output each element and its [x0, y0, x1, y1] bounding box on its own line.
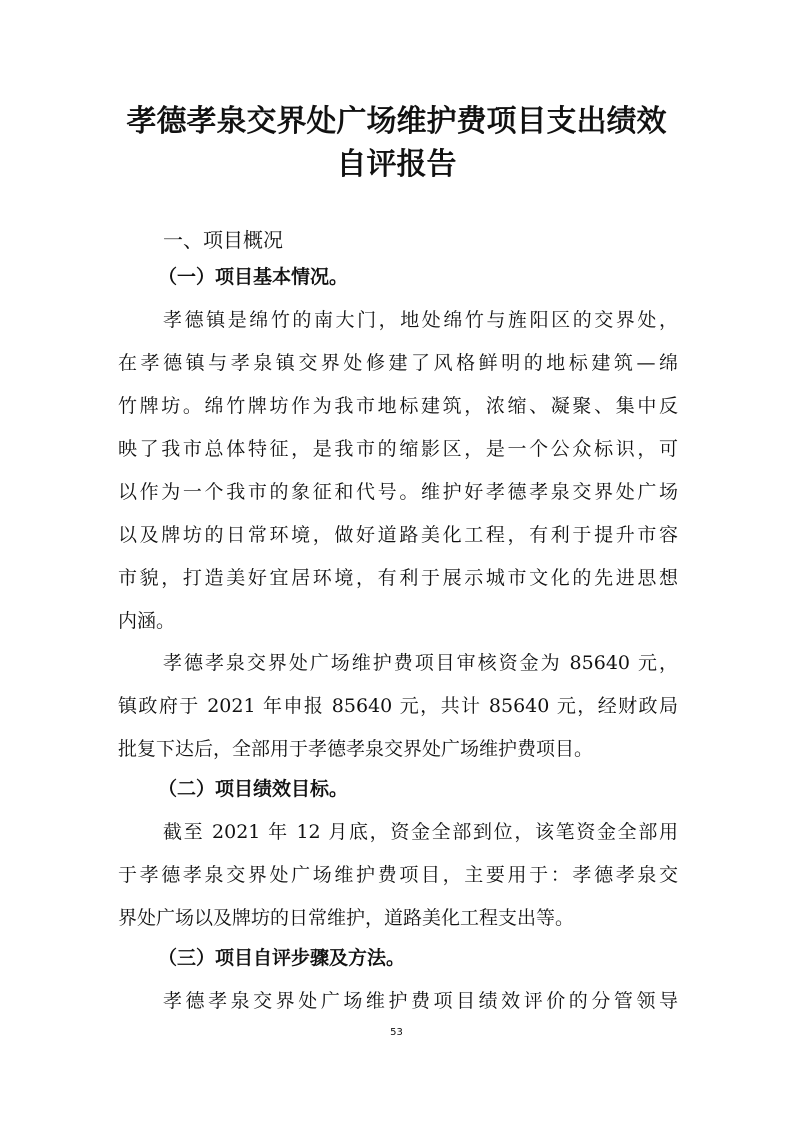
section-heading-overview: 一、项目概况: [163, 228, 283, 252]
paragraph-line: 批复下达后，全部用于孝德孝泉交界处广场维护费项目。: [118, 738, 594, 760]
paragraph-line: 截至 2021 年 12 月底，资金全部到位，该笔资金全部用: [163, 821, 678, 843]
paragraph-line: 映了我市总体特征，是我市的缩影区，是一个公众标识，可: [118, 438, 678, 460]
paragraph-line: 在孝德镇与孝泉镇交界处修建了风格鲜明的地标建筑—绵: [118, 352, 678, 374]
paragraph-line: 竹牌坊。绵竹牌坊作为我市地标建筑，浓缩、凝聚、集中反: [118, 395, 678, 417]
paragraph-line: 以及牌坊的日常环境，做好道路美化工程，有利于提升市容: [118, 524, 678, 546]
report-title-line1: 孝德孝泉交界处广场维护费项目支出绩效: [126, 104, 667, 139]
subsection-heading-basic-info: （一）项目基本情况。: [158, 266, 349, 288]
page-number: 53: [390, 1027, 403, 1038]
paragraph-line: 镇政府于 2021 年申报 85640 元，共计 85640 元，经财政局: [118, 695, 678, 717]
report-title-line2: 自评报告: [336, 147, 457, 182]
paragraph-line: 内涵。: [118, 610, 176, 632]
paragraph-line: 孝德孝泉交界处广场维护费项目绩效评价的分管领导: [163, 990, 678, 1012]
subsection-heading-performance-goals: （二）项目绩效目标。: [158, 778, 349, 800]
paragraph-line: 孝德孝泉交界处广场维护费项目审核资金为 85640 元，: [163, 652, 678, 674]
paragraph-line: 市貌，打造美好宜居环境，有利于展示城市文化的先进思想: [118, 567, 678, 589]
paragraph-line: 界处广场以及牌坊的日常维护，道路美化工程支出等。: [118, 907, 575, 929]
paragraph-line: 以作为一个我市的象征和代号。维护好孝德孝泉交界处广场: [118, 481, 678, 503]
paragraph-line: 孝德镇是绵竹的南大门，地处绵竹与旌阳区的交界处，: [163, 309, 678, 331]
subsection-heading-evaluation-steps: （三）项目自评步骤及方法。: [158, 947, 406, 969]
paragraph-line: 于孝德孝泉交界处广场维护费项目，主要用于：孝德孝泉交: [118, 864, 678, 886]
